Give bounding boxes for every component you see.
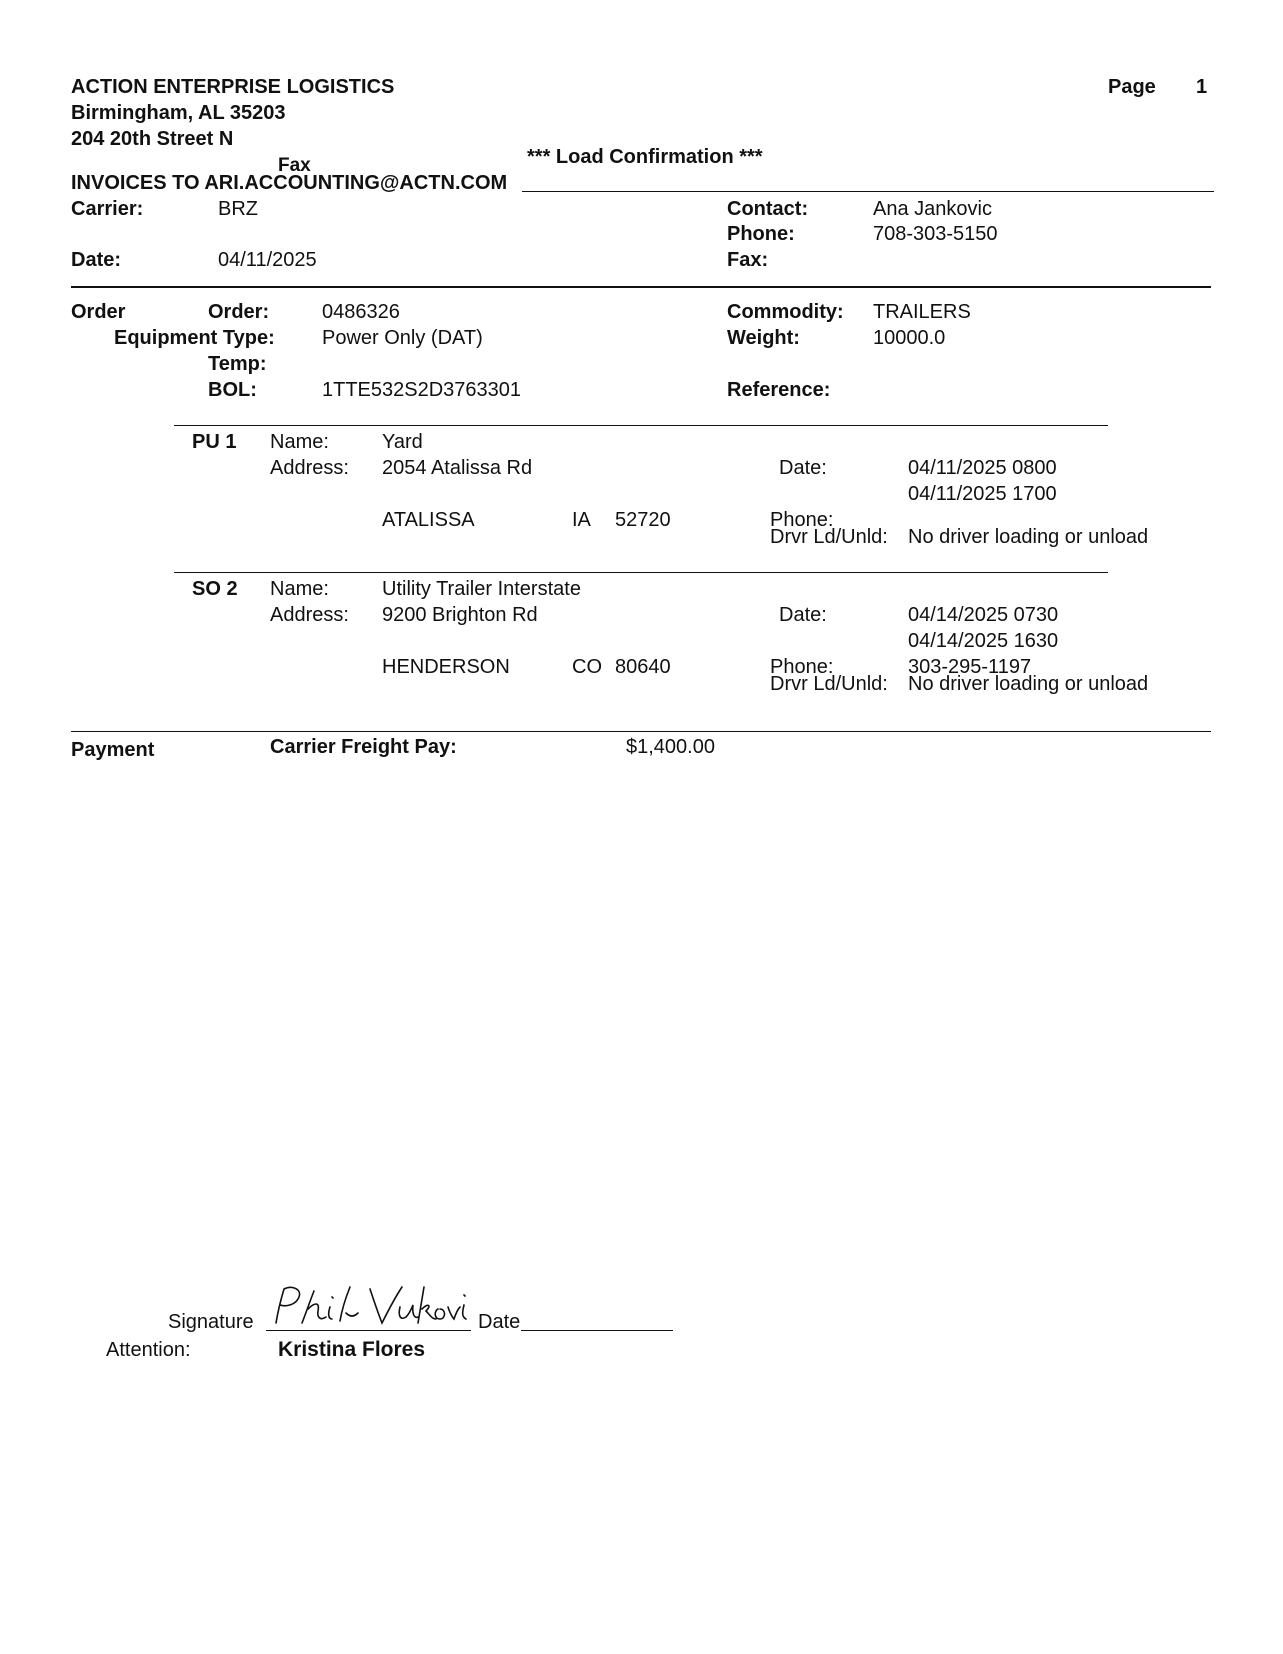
- reference-label: Reference:: [727, 379, 831, 401]
- commodity-value: TRAILERS: [873, 301, 971, 323]
- carrier-date-label: Date:: [71, 249, 122, 271]
- stop-phone-label: Phone:: [770, 656, 834, 678]
- bol-value: 1TTE532S2D3763301: [322, 379, 522, 401]
- stop-address-label: Address:: [270, 604, 349, 626]
- invoices-line: INVOICES TO ARI.ACCOUNTING@ACTN.COM: [71, 172, 508, 194]
- section-divider: [71, 286, 1211, 288]
- signature-label: Signature: [168, 1311, 254, 1333]
- stop-address: 9200 Brighton Rd: [382, 604, 538, 626]
- header-rule: [522, 191, 1214, 192]
- stop-name: Utility Trailer Interstate: [382, 578, 581, 600]
- carrier-date-value: 04/11/2025: [218, 249, 317, 271]
- stop-date-2: 04/14/2025 1630: [908, 630, 1059, 652]
- stop-date-1: 04/14/2025 0730: [908, 604, 1059, 626]
- carrier-label: Carrier:: [71, 198, 144, 220]
- stop-date-2: 04/11/2025 1700: [908, 483, 1057, 505]
- order-value: 0486326: [322, 301, 400, 323]
- signature-date-label: Date: [478, 1311, 521, 1333]
- stop-city: HENDERSON: [382, 656, 510, 678]
- header-fax-label: Fax: [278, 155, 311, 176]
- stop-zip: 52720: [615, 509, 671, 531]
- equipment-value: Power Only (DAT): [322, 327, 483, 349]
- document-title: *** Load Confirmation ***: [527, 146, 763, 168]
- stop-date-label: Date:: [779, 604, 827, 626]
- stop-state: CO: [572, 656, 602, 678]
- stop-ldunld: No driver loading or unload: [908, 526, 1149, 548]
- equipment-label: Equipment Type:: [114, 327, 275, 349]
- stops-top-rule: [174, 425, 1108, 426]
- stop-state: IA: [572, 509, 591, 531]
- contact-value: Ana Jankovic: [873, 198, 992, 220]
- stop-ldunld: No driver loading or unload: [908, 673, 1149, 695]
- contact-phone-label: Phone:: [727, 223, 795, 245]
- signature-date-line: [521, 1330, 673, 1331]
- stop-ldunld-label: Drvr Ld/Unld:: [770, 673, 888, 695]
- payment-rule: [71, 731, 1211, 732]
- stop-code: PU 1: [192, 431, 237, 453]
- carrier-value: BRZ: [218, 198, 258, 220]
- attention-label: Attention:: [106, 1339, 191, 1361]
- contact-phone-value: 708-303-5150: [873, 223, 998, 245]
- stop-phone-label: Phone:: [770, 509, 834, 531]
- contact-fax-label: Fax:: [727, 249, 769, 271]
- stop-phone: 303-295-1197: [908, 656, 1032, 678]
- attention-value: Kristina Flores: [278, 1338, 426, 1361]
- handwritten-signature: [266, 1283, 472, 1335]
- stop-name-label: Name:: [270, 431, 329, 453]
- page-label: Page: [1108, 76, 1156, 98]
- stop-name-label: Name:: [270, 578, 329, 600]
- order-label: Order:: [208, 301, 270, 323]
- stop-city: ATALISSA: [382, 509, 475, 531]
- stop-ldunld-label: Drvr Ld/Unld:: [770, 526, 888, 548]
- weight-value: 10000.0: [873, 327, 946, 349]
- company-street: 204 20th Street N: [71, 128, 234, 150]
- stop-date-label: Date:: [779, 457, 827, 479]
- temp-label: Temp:: [208, 353, 267, 375]
- stops-mid-rule: [174, 572, 1108, 573]
- company-name: ACTION ENTERPRISE LOGISTICS: [71, 76, 395, 98]
- stop-code: SO 2: [192, 578, 238, 600]
- company-city: Birmingham, AL 35203: [71, 102, 286, 124]
- stop-date-1: 04/11/2025 0800: [908, 457, 1057, 479]
- stop-address: 2054 Atalissa Rd: [382, 457, 533, 479]
- stop-address-label: Address:: [270, 457, 349, 479]
- contact-label: Contact:: [727, 198, 809, 220]
- page-number: 1: [1196, 76, 1208, 98]
- order-section-label: Order: [71, 301, 126, 323]
- payment-label: Payment: [71, 739, 155, 761]
- weight-label: Weight:: [727, 327, 800, 349]
- bol-label: BOL:: [208, 379, 257, 401]
- freight-pay-label: Carrier Freight Pay:: [270, 736, 457, 758]
- stop-zip: 80640: [615, 656, 671, 678]
- stop-name: Yard: [382, 431, 423, 453]
- commodity-label: Commodity:: [727, 301, 844, 323]
- freight-pay-value: $1,400.00: [626, 736, 715, 758]
